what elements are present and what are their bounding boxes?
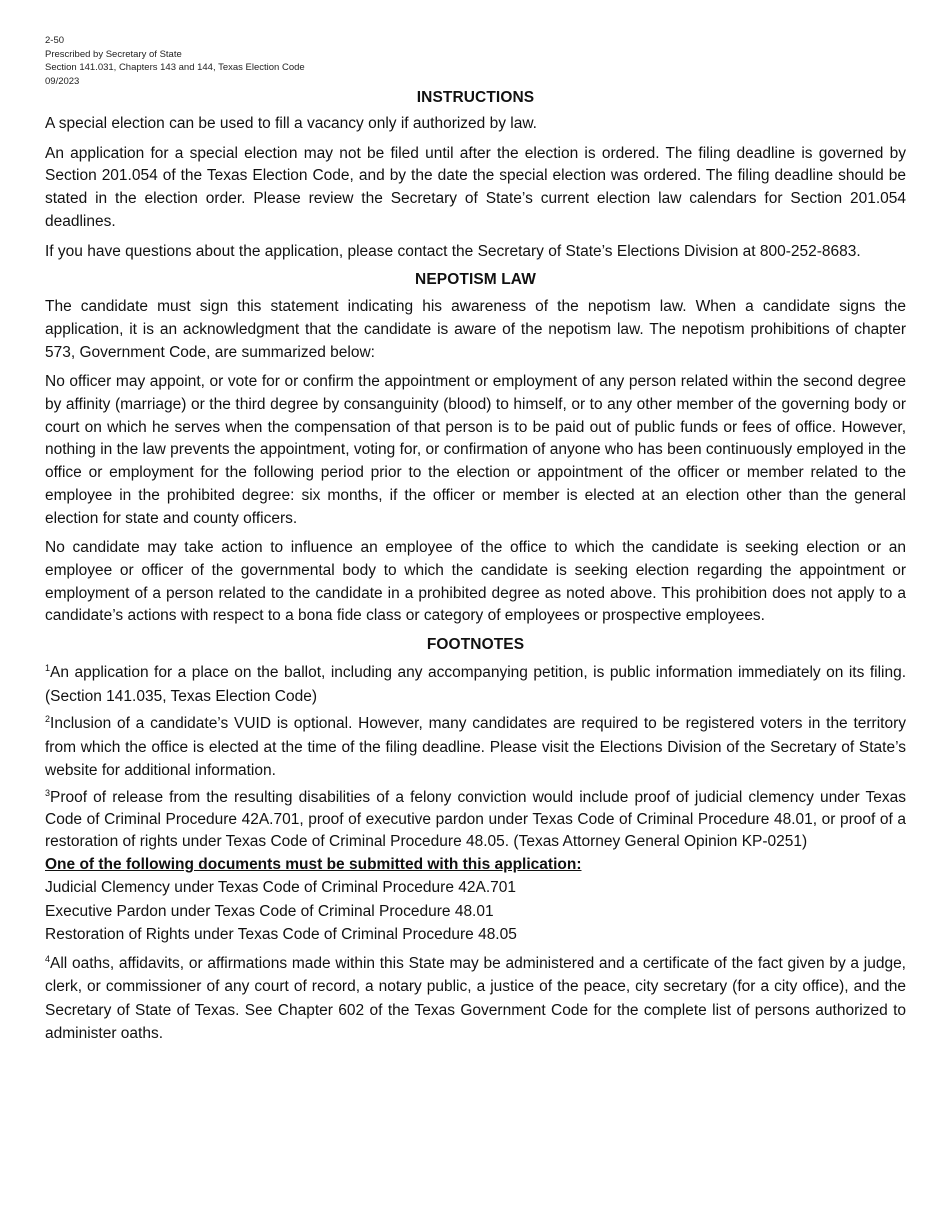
nepotism-heading: NEPOTISM LAW <box>415 271 536 289</box>
prescribed-by: Prescribed by Secretary of State <box>45 48 182 60</box>
footnote-2 <box>45 712 906 783</box>
nepotism-paragraph: No candidate may take action to influence an employee of the office to which the candidate is seeking election or an employee or officer of the governmental body to which the candidate is seeking election regarding the appointment or employment of a person related to the candidate in a prohibited degree as noted above. This prohibition does not apply to a candidate’s actions with respect to a bona fide class or category of employees or prospective employees. <box>45 539 906 625</box>
instructions-paragraph: If you have questions about the application, please contact the Secretary of State’s Elections Division at 800-252-8683. <box>45 242 861 260</box>
footnote-text: All oaths, affidavits, or affirmations made within this State may be administered and a certificate of the fact given by a judge, clerk, or commissioner of any court of record, a notary public, a justice of the peace, city secretary (for a city office), and the Secretary of State of Texas. See Chapter 602 of the Texas Government Code for the complete list of persons authorized to administer oaths. <box>45 954 906 1043</box>
nepotism-section <box>45 270 906 628</box>
nepotism-paragraph: No officer may appoint, or vote for or confirm the appointment or employment of any person related within the second degree by affinity (marriage) or the third degree by consanguinity (blood) to himself, or to any other member of the governing body or court on which he serves when the compensation of that person is to be paid out of public funds or fees of office. However, nothing in the law prevents the appointment, voting for, or confirmation of anyone who has been continuously employed in the office or employment for the following period prior to the election or appointment of the officer or member related to the employee in the prohibited degree: six months, if the officer or member is elected at an election other than the general election for state and county officers. <box>45 373 906 527</box>
form-number: 2-50 <box>45 35 65 46</box>
footnote-3 <box>45 787 906 854</box>
document-item: Restoration of Rights under Texas Code of Criminal Procedure 48.05 <box>45 926 517 944</box>
instructions-paragraph: A special election can be used to fill a vacancy only if authorized by law. <box>45 115 537 132</box>
document-page <box>45 34 906 1050</box>
form-header <box>45 34 906 88</box>
footnote-text: Proof of release from the resulting disabilities of a felony conviction would include proof of judicial clemency under Texas Code of Criminal Procedure 42A.701, proof of executive pardon under Texas Code of Criminal Procedure 48.01, or proof of a restoration of rights under Texas Code of Criminal Procedure 48.05. (Texas Attorney General Opinion KP-0251) <box>45 788 906 851</box>
footnote-1 <box>45 661 906 708</box>
footnote-marker: 4 <box>45 953 51 964</box>
footnote-marker: 1 <box>45 663 51 674</box>
footnote-marker: 3 <box>45 787 51 798</box>
footnote-text: Inclusion of a candidate’s VUID is optional. However, many candidates are required to be registered voters in the territory from which the office is elected at the time of the filing deadline. Please visit the Elections Division of the Secretary of State’s website for additional information. <box>45 715 906 780</box>
code-reference: Section 141.031, Chapters 143 and 144, Texas Election Code <box>45 62 305 73</box>
required-documents <box>45 853 906 947</box>
footnotes-heading: FOOTNOTES <box>426 636 525 654</box>
revision-date: 09/2023 <box>45 75 80 87</box>
required-documents-title: One of the following documents must be submitted with this application: <box>45 856 582 874</box>
instructions-section <box>45 88 906 263</box>
nepotism-paragraph: The candidate must sign this statement indicating his awareness of the nepotism law. When a candidate signs the application, it is an acknowledgment that the candidate is aware of the nepotism law. The nepotism prohibitions of chapter 573, Government Code, are summarized below: <box>45 298 906 361</box>
footnote-4 <box>45 952 906 1046</box>
footnotes-section <box>45 635 906 1046</box>
document-item: Judicial Clemency under Texas Code of Criminal Procedure 42A.701 <box>45 879 516 897</box>
footnote-text: An application for a place on the ballot, including any accompanying petition, is public information immediately on its filing. (Section 141.035, Texas Election Code) <box>45 664 906 705</box>
document-item: Executive Pardon under Texas Code of Criminal Procedure 48.01 <box>45 902 494 920</box>
footnote-marker: 2 <box>45 714 51 725</box>
instructions-paragraph: An application for a special election may not be filed until after the election is ordered. The filing deadline is governed by Section 201.054 of the Texas Election Code, and by the date the special election was ordered. The filing deadline should be stated in the election order. Please review the Secretary of State’s current election law calendars for Section 201.054 deadlines. <box>45 144 906 230</box>
instructions-heading: INSTRUCTIONS <box>416 89 535 106</box>
